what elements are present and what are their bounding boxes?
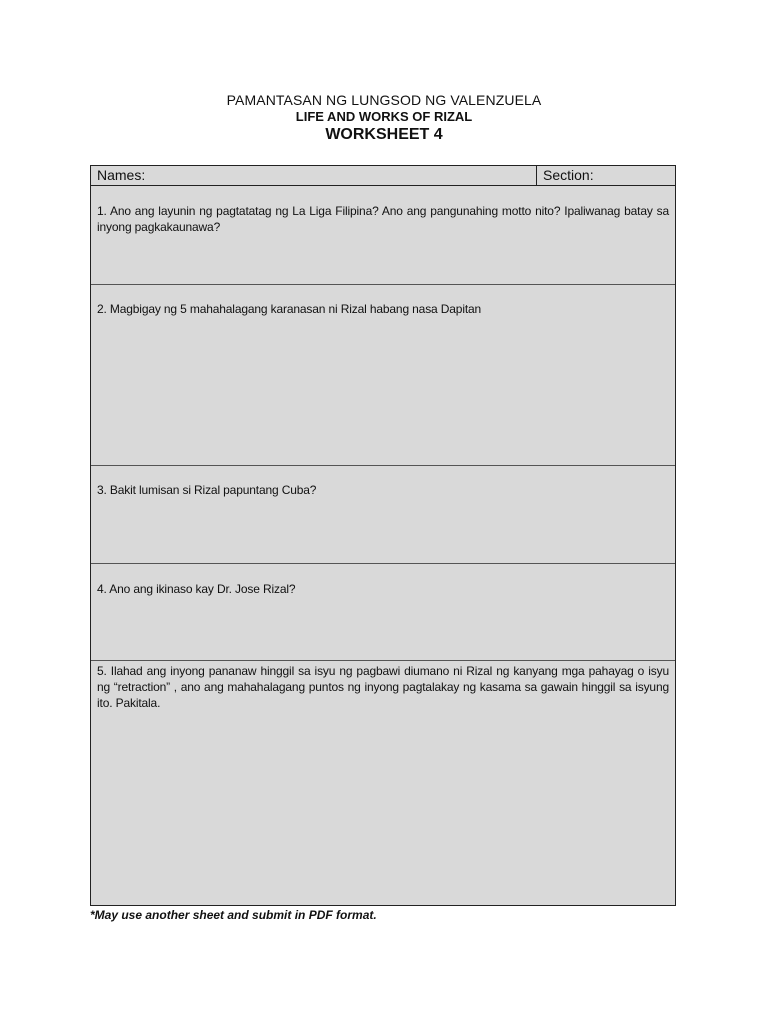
question-3-text: 3. Bakit lumisan si Rizal papuntang Cuba? — [97, 483, 317, 497]
question-3-box — [91, 466, 675, 564]
course-title: LIFE AND WORKS OF RIZAL — [295, 109, 473, 124]
names-section-row — [91, 166, 675, 186]
question-2-box — [91, 285, 675, 466]
question-1-box — [91, 186, 675, 285]
question-4-text: 4. Ano ang ikinaso kay Dr. Jose Rizal? — [97, 582, 296, 596]
footnote: *May use another sheet and submit in PDF format. — [90, 908, 377, 922]
section-label: Section: — [543, 167, 594, 183]
worksheet-title: WORKSHEET 4 — [325, 126, 443, 143]
question-2-text: 2. Magbigay ng 5 mahahalagang karanasan ni Rizal habang nasa Dapitan — [97, 302, 482, 316]
question-5-text: 5. Ilahad ang inyong pananaw hinggil sa isyu ng pagbawi diumano ni Rizal ng kanyang mga pahayag o isyu ng “retraction” , ano ang mahahalagang puntos ng inyong pagtalakay ng kasama sa gawain hinggil sa isyung ito. Pakitala. — [97, 664, 669, 710]
question-5-box — [91, 661, 675, 905]
question-4-box — [91, 564, 675, 661]
university-name: PAMANTASAN NG LUNGSOD NG VALENZUELA — [226, 92, 542, 108]
question-1-text: 1. Ano ang layunin ng pagtatatag ng La Liga Filipina? Ano ang pangunahing motto nito? Ipaliwanag batay sa inyong pagkakaunawa? — [97, 204, 669, 234]
worksheet-form — [90, 165, 676, 906]
names-label: Names: — [97, 167, 146, 183]
section-cell — [536, 166, 677, 185]
